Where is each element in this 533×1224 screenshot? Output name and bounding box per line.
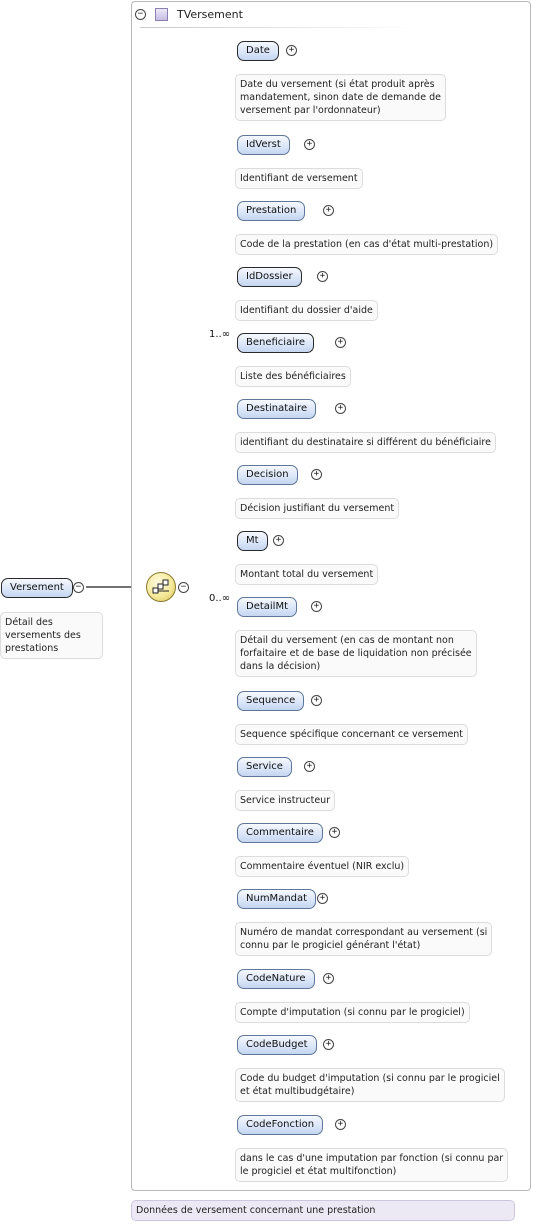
- documentation-line: Service instructeur: [240, 795, 331, 806]
- documentation-line: le progiciel et état multifonction): [240, 1166, 397, 1177]
- element-documentation: [235, 366, 351, 387]
- element-iddossier[interactable]: IdDossier: [237, 267, 302, 287]
- plus-icon[interactable]: +: [335, 1119, 346, 1130]
- documentation-line: Montant total du versement: [240, 569, 374, 580]
- documentation-line: connu par le progiciel générant l'état): [240, 940, 421, 951]
- documentation-line: Identifiant de versement: [240, 173, 358, 184]
- documentation-line: identifiant du destinataire si différent du bénéficiaire: [240, 437, 491, 448]
- element-documentation: [235, 234, 498, 255]
- documentation-line: et état multibudgétaire): [240, 1086, 355, 1097]
- element-sequence[interactable]: Sequence: [237, 691, 304, 711]
- documentation-line: Date du versement (si état produit après: [240, 79, 435, 90]
- element-codefonction[interactable]: CodeFonction: [237, 1115, 323, 1135]
- documentation-line: Sequence spécifique concernant ce versement: [240, 729, 464, 740]
- header-divider: [140, 27, 420, 28]
- plus-icon[interactable]: +: [329, 827, 340, 838]
- element-documentation: [235, 168, 363, 189]
- element-codebudget[interactable]: CodeBudget: [237, 1035, 317, 1055]
- element-documentation: [235, 724, 468, 745]
- element-decision[interactable]: Decision: [237, 465, 298, 485]
- minus-icon[interactable]: −: [178, 582, 189, 593]
- plus-icon[interactable]: +: [286, 45, 297, 56]
- element-prestation[interactable]: Prestation: [237, 201, 305, 221]
- plus-icon[interactable]: +: [311, 601, 322, 612]
- element-documentation: [235, 922, 492, 956]
- plus-icon[interactable]: +: [311, 469, 322, 480]
- plus-icon[interactable]: +: [335, 403, 346, 414]
- element-documentation: [235, 564, 378, 585]
- plus-icon[interactable]: +: [317, 893, 328, 904]
- element-detailmt[interactable]: DetailMt: [237, 597, 297, 617]
- type-name: TVersement: [177, 8, 243, 21]
- documentation-line: dans le cas d'une imputation par fonction (si connu par: [240, 1153, 504, 1164]
- documentation-line: Liste des bénéficiaires: [240, 371, 346, 382]
- plus-icon[interactable]: +: [304, 139, 315, 150]
- element-documentation: [235, 432, 496, 453]
- documentation-line: mandatement, sinon date de demande de: [240, 92, 441, 103]
- minus-icon[interactable]: −: [73, 582, 84, 593]
- element-mt[interactable]: Mt: [237, 531, 268, 551]
- element-documentation: [235, 1068, 505, 1102]
- element-codenature[interactable]: CodeNature: [237, 969, 315, 989]
- documentation-line: Compte d'imputation (si connu par le progiciel): [240, 1007, 465, 1018]
- element-documentation: [235, 300, 378, 321]
- element-date[interactable]: Date: [237, 41, 279, 61]
- element-idverst[interactable]: IdVerst: [237, 135, 290, 155]
- documentation-line: Identifiant du dossier d'aide: [240, 305, 373, 316]
- complex-type-icon: [155, 8, 168, 21]
- plus-icon[interactable]: +: [317, 271, 328, 282]
- documentation-line: forfaitaire et de base de liquidation non précisée: [240, 648, 472, 659]
- plus-icon[interactable]: +: [304, 761, 315, 772]
- cardinality-label: 0..∞: [209, 593, 231, 604]
- plus-icon[interactable]: +: [323, 973, 334, 984]
- sequence-compositor-icon[interactable]: [146, 572, 176, 602]
- element-documentation: [235, 1002, 470, 1023]
- documentation-line: dans la décision): [240, 661, 321, 672]
- plus-icon[interactable]: +: [273, 535, 284, 546]
- type-documentation: Données de versement concernant une prestation: [131, 1200, 515, 1221]
- root-element[interactable]: Versement: [1, 578, 73, 598]
- element-nummandat[interactable]: NumMandat: [237, 889, 316, 909]
- documentation-line: versement par l'ordonnateur): [240, 105, 381, 116]
- documentation-line: Détail du versement (en cas de montant non: [240, 635, 454, 646]
- documentation-line: Code de la prestation (en cas d'état multi-prestation): [240, 239, 494, 250]
- element-documentation: [235, 74, 446, 121]
- documentation-line: Décision justifiant du versement: [240, 503, 395, 514]
- element-destinataire[interactable]: Destinataire: [237, 399, 316, 419]
- plus-icon[interactable]: +: [323, 1039, 334, 1050]
- root-documentation: Détail des versements des prestations: [0, 612, 103, 659]
- element-commentaire[interactable]: Commentaire: [237, 823, 323, 843]
- element-documentation: [235, 630, 477, 677]
- plus-icon[interactable]: +: [335, 337, 346, 348]
- documentation-line: Commentaire éventuel (NIR exclu): [240, 861, 405, 872]
- documentation-line: Numéro de mandat correspondant au versement (si: [240, 927, 488, 938]
- element-documentation: [235, 856, 409, 877]
- plus-icon[interactable]: +: [323, 205, 334, 216]
- element-documentation: [235, 1148, 508, 1182]
- element-beneficiaire[interactable]: Beneficiaire: [237, 333, 314, 353]
- plus-icon[interactable]: +: [311, 695, 322, 706]
- element-documentation: [235, 498, 399, 519]
- minus-icon[interactable]: −: [135, 9, 146, 20]
- element-documentation: [235, 790, 335, 811]
- cardinality-label: 1..∞: [209, 329, 231, 340]
- documentation-line: Code du budget d'imputation (si connu par le progiciel: [240, 1073, 500, 1084]
- element-service[interactable]: Service: [237, 757, 292, 777]
